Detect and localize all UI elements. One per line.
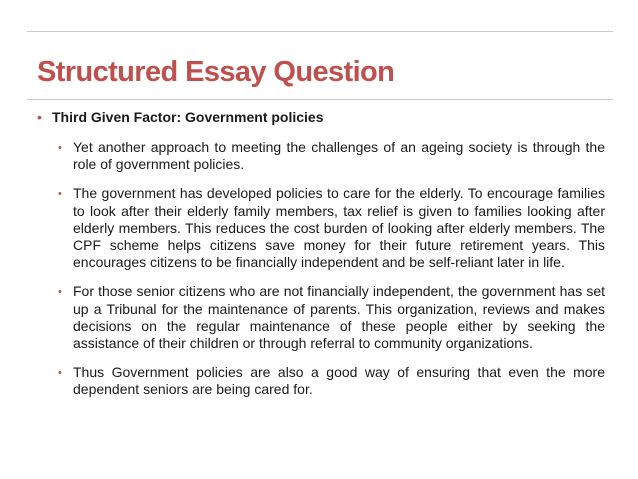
bullet-icon: • — [58, 286, 62, 299]
sub-point-text: For those senior citizens who are not financially independent, the government has set up a Tribunal for the maintenance of parents. This organization, reviews and makes decisions on the regular maintenance of these people either by seeking the assistance of their children or through referral to community organizations. — [73, 283, 605, 352]
sub-point-text: The government has developed policies to care for the elderly. To encourage families to look after their elderly family members, tax relief is given to families looking after elderly members. This reduces the cost burden of looking after elderly members. The CPF scheme helps citizens save money for their future retirement years. This encourages citizens to be financially independent and be self-reliant later in life. — [73, 185, 605, 271]
sub-point-1 — [58, 139, 605, 173]
sub-point-3 — [58, 283, 605, 352]
main-bullet-point — [37, 109, 605, 126]
sub-point-4 — [58, 364, 605, 398]
title-divider — [27, 99, 613, 100]
sub-point-text: Yet another approach to meeting the challenges of an ageing society is through the role of government policies. — [73, 139, 605, 173]
slide-content — [37, 109, 605, 411]
bullet-icon: • — [37, 109, 42, 125]
sub-point-text: Thus Government policies are also a good way of ensuring that even the more dependent seniors are being cared for. — [73, 364, 605, 398]
slide-title: Structured Essay Question — [37, 56, 395, 88]
sub-point-2 — [58, 185, 605, 271]
top-divider — [27, 31, 613, 32]
sub-point-list — [37, 139, 605, 399]
bullet-icon: • — [58, 188, 62, 201]
bullet-icon: • — [58, 367, 62, 380]
main-point-text: Third Given Factor: Government policies — [52, 109, 324, 125]
bullet-icon: • — [58, 142, 62, 154]
